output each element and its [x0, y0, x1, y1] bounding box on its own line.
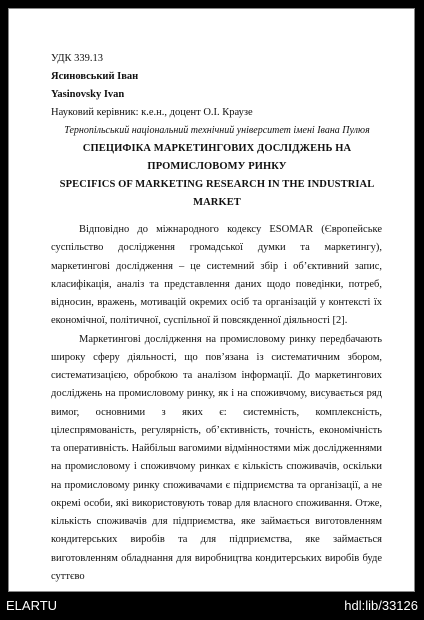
author-name-ua: Ясиновський Іван — [51, 71, 139, 82]
title-ua-line-1: СПЕЦИФІКА МАРКЕТИНГОВИХ ДОСЛІДЖЕНЬ НА — [82, 143, 352, 154]
institution-line: Тернопільський національний технічний університет імені Івана Пулюя — [64, 125, 370, 136]
author-name-en: Yasinovsky Ivan — [51, 89, 125, 100]
paragraph-2: Маркетингові дослідження на промисловому ринку передбачають широку сферу діяльності, що пов’язана із систематичним збором, систематизацією, обробкою та аналізом інформації. До маркетингових досліджень на промисловому ринку, як і на споживчому, висувається ряд вимог, основними з яких є: системність, комплексність, цілеспрямованість, регулярність, об’єктивність, точність, економічність та оперативність. Найбільш вагомими відмінностями між дослідженнями на промисловому і споживчому ринках є кількість споживачів, оскільки на промисловому ринку споживачами є підприємства та організації, а не окремі особи, які використовують товар для власного споживання. Отже, кількість споживачів для підприємства, яке займається виготовленням кондитерських виробів та для підприємства, яке займається виготовленням обладнання для виробництва кондитерських виробів буде суттєво — [51, 333, 382, 582]
document-page — [8, 8, 415, 592]
body-text — [51, 221, 382, 586]
handle-link[interactable]: hdl:lib/33126 — [344, 598, 418, 613]
title-en-line-2: MARKET — [193, 197, 241, 208]
supervisor-line: Науковий керівник: к.е.н., доцент О.І. Краузе — [51, 107, 253, 118]
udk-code: УДК 339.13 — [51, 53, 104, 64]
title-ua-line-2: ПРОМИСЛОВОМУ РИНКУ — [147, 161, 287, 172]
paragraph-1: Відповідно до міжнародного кодексу ESOMAR (Європейське суспільство дослідження громадської думки та маркетингу), маркетингові дослідження – це системний збір і об’єктивний запис, класифікація, аналіз та представлення даних щодо поведінки, потреб, відносин, вражень, мотивацій окремих осіб та організацій у контексті їх економічної, політичної, суспільної й повсякденної діяльності [2]. — [51, 224, 382, 327]
viewer-footer — [0, 592, 424, 620]
title-en-line-1: SPECIFICS OF MARKETING RESEARCH IN THE INDUSTRIAL — [59, 179, 375, 190]
repository-label: ELARTU — [6, 598, 58, 613]
